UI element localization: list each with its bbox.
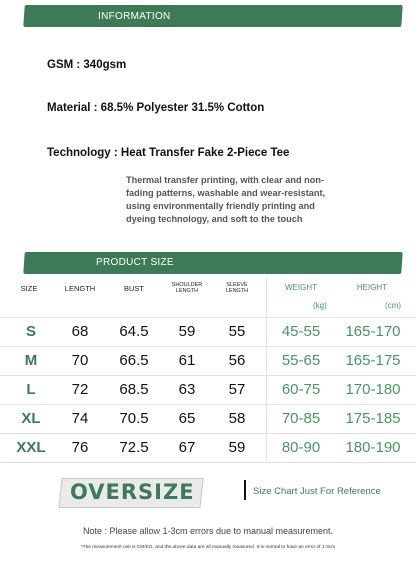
cell-weight: 45-55 — [281, 323, 321, 340]
row-divider — [0, 317, 416, 318]
separator-bar — [244, 480, 246, 500]
cell-length: 72 — [71, 381, 89, 398]
material-spec: Material : 68.5% Polyester 31.5% Cotton — [47, 102, 265, 114]
cell-weight: 55-65 — [281, 352, 321, 369]
technology-description — [126, 174, 376, 226]
size-chart-reference-label: Size Chart Just For Reference — [253, 486, 381, 497]
cell-sleeve: 59 — [228, 439, 246, 456]
product-size-banner — [23, 252, 403, 274]
cell-shoulder: 63 — [178, 381, 196, 398]
cell-size: M — [24, 352, 38, 369]
header-length: LENGTH — [64, 284, 96, 293]
table-row — [0, 348, 416, 376]
cell-weight: 80-90 — [281, 439, 321, 456]
cell-height: 165-170 — [345, 323, 401, 340]
header-sleeve-length — [215, 282, 259, 294]
height-unit: (cm) — [385, 301, 401, 310]
information-banner — [23, 5, 403, 27]
description-line: dyeing technology, and soft to the touch — [126, 214, 303, 224]
weight-unit: (kg) — [313, 301, 327, 310]
description-line: Thermal transfer printing, with clear and non- — [126, 175, 325, 185]
header-height: HEIGHT — [356, 283, 388, 292]
header-shoulder-line1: SHOULDER — [171, 282, 203, 288]
measurement-note: Note : Please allow 1-3cm errors due to manual measurement. — [82, 526, 334, 536]
cell-length: 76 — [71, 439, 89, 456]
cell-bust: 72.5 — [119, 439, 149, 456]
cell-size: S — [25, 323, 36, 340]
table-row — [0, 406, 416, 434]
table-row — [0, 319, 416, 347]
cell-length: 68 — [71, 323, 89, 340]
cell-bust: 64.5 — [119, 323, 149, 340]
gsm-spec: GSM : 340gsm — [47, 59, 127, 71]
cell-sleeve: 58 — [228, 410, 246, 427]
header-weight: WEIGHT — [285, 283, 317, 292]
measurement-fine-print: *The measurement unit is CM/KG, and the above data are all manually measured. It is normal to have an error of 1-3cm — [80, 545, 336, 550]
cell-length: 70 — [71, 352, 89, 369]
cell-weight: 70-85 — [281, 410, 321, 427]
cell-height: 165-175 — [345, 352, 401, 369]
cell-size: L — [26, 381, 36, 398]
header-size: SIZE — [20, 284, 38, 293]
product-size-title: PRODUCT SIZE — [96, 257, 174, 268]
cell-bust: 66.5 — [119, 352, 149, 369]
header-bust: BUST — [123, 284, 144, 293]
cell-height: 175-185 — [345, 410, 401, 427]
header-sleeve-line1: SLEEVE — [226, 282, 248, 288]
cell-shoulder: 61 — [178, 352, 196, 369]
table-row — [0, 377, 416, 405]
header-sleeve-line2: LENGTH — [225, 288, 249, 294]
table-row — [0, 435, 416, 463]
cell-bust: 68.5 — [119, 381, 149, 398]
technology-spec: Technology : Heat Transfer Fake 2-Piece Tee — [47, 147, 290, 159]
cell-weight: 60-75 — [281, 381, 321, 398]
cell-sleeve: 56 — [228, 352, 246, 369]
cell-shoulder: 67 — [178, 439, 196, 456]
oversize-badge: OVERSIZE — [70, 480, 195, 504]
cell-sleeve: 55 — [228, 323, 246, 340]
information-title: INFORMATION — [98, 11, 171, 22]
description-line: using environmentally friendly printing and — [126, 201, 315, 211]
header-shoulder-line2: LENGTH — [175, 288, 199, 294]
description-line: fading patterns, washable and wear-resistant, — [126, 188, 326, 198]
cell-shoulder: 65 — [178, 410, 196, 427]
header-shoulder-length — [164, 282, 210, 294]
cell-size: XL — [21, 410, 41, 427]
cell-length: 74 — [71, 410, 89, 427]
cell-bust: 70.5 — [119, 410, 149, 427]
cell-height: 180-190 — [345, 439, 401, 456]
cell-size: XXL — [16, 439, 46, 456]
cell-sleeve: 57 — [228, 381, 246, 398]
cell-shoulder: 59 — [178, 323, 196, 340]
cell-height: 170-180 — [345, 381, 401, 398]
